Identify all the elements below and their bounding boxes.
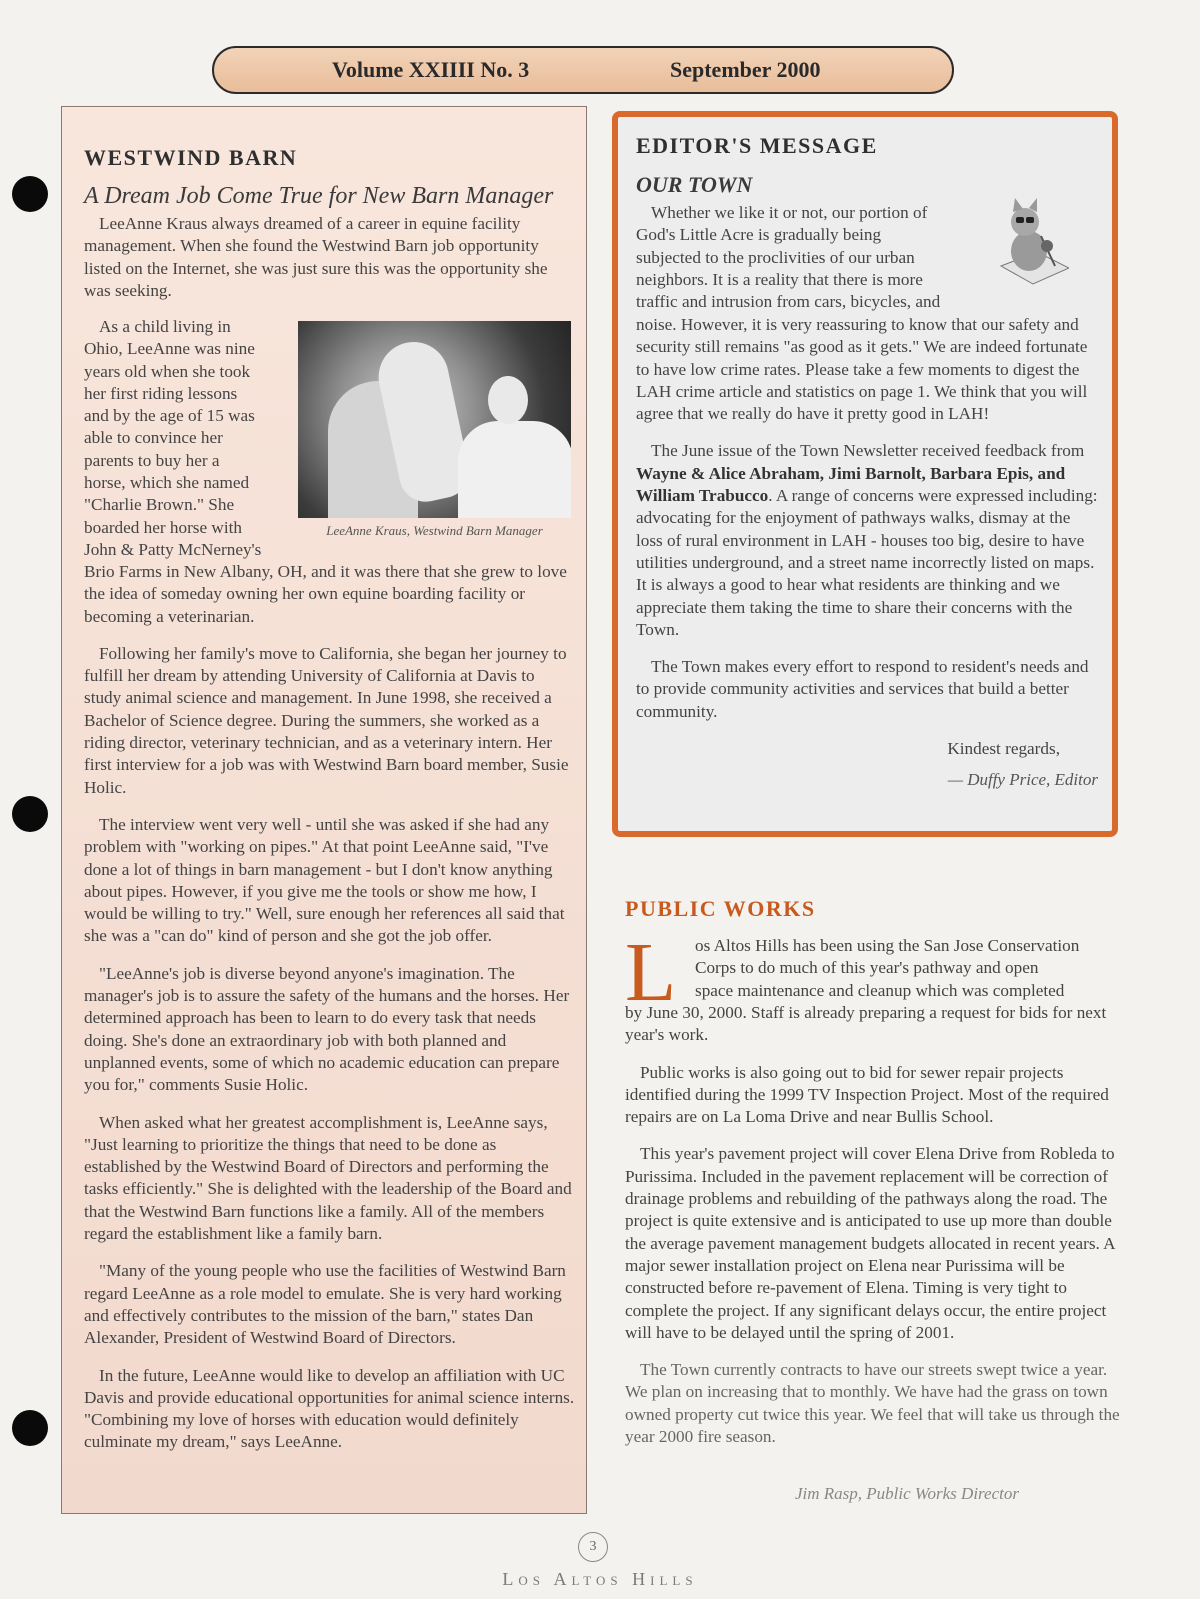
westwind-rolemodel-paragraph: "Many of the young people who use the facilities of Westwind Barn regard LeeAnne as a role model to emulate. She is very hard working and effectively contributes to the mission of the barn," states Dan Alexander, President of Westwind Board of Directors. bbox=[84, 1261, 566, 1348]
wrap-line: Ohio, LeeAnne was nine bbox=[84, 339, 255, 359]
wrap-line: horse, which she named bbox=[84, 473, 250, 493]
issue-header bbox=[212, 46, 954, 94]
editor-signature: — Duffy Price, Editor bbox=[947, 770, 1098, 790]
westwind-child-wrap bbox=[84, 316, 294, 561]
wrap-line: space maintenance and cleanup which was completed bbox=[695, 980, 1065, 1000]
issue-volume: Volume XXIIII No. 3 bbox=[332, 57, 530, 82]
westwind-intro bbox=[84, 213, 574, 317]
public-works-wrap-lines bbox=[695, 935, 1130, 1002]
westwind-body bbox=[84, 561, 576, 1469]
wrap-line: parents to buy her a bbox=[84, 450, 220, 470]
wrap-line: Whether we like it or not, our portion of bbox=[651, 203, 928, 222]
editor-title: EDITOR'S MESSAGE bbox=[636, 133, 878, 158]
publication-footer: Los Altos Hills bbox=[502, 1569, 698, 1589]
editor-closing: Kindest regards, bbox=[947, 739, 1060, 759]
public-works-title: PUBLIC WORKS bbox=[625, 896, 816, 921]
westwind-interview-paragraph: The interview went very well - until she was asked if she had any problem with "working on pipes." At that point LeeAnne said, "I've done a lot of things in barn management - but I don't know anything about pipes. However, if you give me the tools or show me how, I would be willing to try." Well, sure enough her references all said that she was a "can do" kind of person and she got the job offer. bbox=[84, 814, 565, 946]
feedback-intro: The June issue of the Town Newsletter received feedback from bbox=[651, 441, 1085, 461]
westwind-accomplish-paragraph: When asked what her greatest accomplishment is, LeeAnne says, "Just learning to prioritize the things that need to be done as established by the Westwind Board of Directors and performing the tasks efficiently." She is delighted with the leadership of the Board and that the Westwind Barn functions like a family. All of the members regard the establishment like a family barn. bbox=[84, 1112, 572, 1244]
public-works-signature: Jim Rasp, Public Works Director bbox=[795, 1484, 1019, 1503]
public-works-sewer-paragraph: Public works is also going out to bid for sewer repair projects identified during the 1999 TV Inspection Project. Most of the required repairs are on La Loma Drive and near Bullis School. bbox=[625, 1062, 1109, 1127]
editor-body bbox=[636, 314, 1098, 792]
public-works-streets-paragraph: The Town currently contracts to have our streets swept twice a year. We plan on increasing that to monthly. We have had the grass on town owned property cut twice this year. We feel that will take us through the year 2000 fire season. bbox=[625, 1360, 1120, 1447]
wrap-line: traffic and intrusion from cars, bicycles, and bbox=[636, 292, 941, 312]
wrap-line: os Altos Hills has been using the San Jose Conservation bbox=[695, 936, 1080, 955]
westwind-move-paragraph: Following her family's move to California, she began her journey to fulfill her dream by attending University of California at Davis to study animal science and management. In June 1998, she received a Bachelor of Science degree. During the summers, she worked as a riding director, veterinary technician, and as a veterinary intern. Her first interview for a job was with Westwind Barn board member, Susie Holic. bbox=[84, 643, 569, 797]
feedback-names: Wayne & Alice Abraham, Jimi Barnolt, Barbara Epis, and William Trabucco bbox=[636, 463, 1066, 506]
editor-p1-rest: noise. However, it is very reassuring to know that our safety and security still remains "as good as it gets." We are indeed fortunate to have low crime rates. Please take a few moments to digest the LAH crime article and statistics on page 1. We think that you will agree that we really do have it pretty good in LAH! bbox=[636, 315, 1088, 424]
westwind-subtitle: A Dream Job Come True for New Barn Manager bbox=[84, 183, 554, 209]
cat-mascot-illustration bbox=[997, 196, 1069, 288]
wrap-line: subjected to the proclivities of our urban bbox=[636, 247, 915, 267]
westwind-title: WESTWIND BARN bbox=[84, 145, 298, 170]
binder-hole-bottom bbox=[12, 1410, 48, 1446]
wrap-line: able to convince her bbox=[84, 428, 223, 448]
wrap-line: boarded her horse with bbox=[84, 517, 242, 537]
public-works-body bbox=[625, 1002, 1130, 1463]
editor-feedback-paragraph bbox=[636, 440, 1098, 641]
feedback-rest: . A range of concerns were expressed including: advocating for the enjoyment of pathways walks, dismay at the loss of rural environment in LAH - houses too big, desire to have utilities underground, and a street name incorrectly listed on maps. It is always a good to hear what residents are thinking and we appreciate them taking the time to share their concerns with the Town. bbox=[636, 486, 1098, 639]
issue-date: September 2000 bbox=[670, 57, 821, 82]
binder-hole-middle bbox=[12, 796, 48, 832]
westwind-future-paragraph: In the future, LeeAnne would like to develop an affiliation with UC Davis and provide educational opportunities for animal science interns. "Combining my love of horses with education would definitely culminate my dream," says LeeAnne. bbox=[84, 1365, 575, 1452]
public-works-p1-rest: by June 30, 2000. Staff is already preparing a request for bids for next year's work. bbox=[625, 1003, 1107, 1045]
wrap-line: John & Patty McNerney's bbox=[84, 539, 262, 559]
leeanne-horse-photo bbox=[298, 321, 571, 518]
wrap-line: neighbors. It is a reality that there is more bbox=[636, 269, 923, 289]
page-number: 3 bbox=[578, 1532, 608, 1562]
wrap-line: As a child living in bbox=[99, 317, 231, 336]
westwind-intro-paragraph: LeeAnne Kraus always dreamed of a career in equine facility management. When she found the Westwind Barn job opportunity listed on the Internet, she was just sure this was the opportunity she was seeking. bbox=[84, 214, 548, 300]
editor-subtitle: OUR TOWN bbox=[636, 172, 753, 197]
wrap-line: years old when she took bbox=[84, 361, 251, 381]
public-works-pavement-paragraph: This year's pavement project will cover Elena Drive from Robleda to Purissima. Included in the pavement replacement will be correction of drainage problems and rebuilding of the pathways along the road. The project is quite extensive and is anticipated to use up more than double the average pavement management budgets allocated in recent years. A major sewer installation project on Elena near Purissima will be constructed before re-pavement of Elena. Timing is very tight to complete the project. If any significant delays occur, the entire project will have to be delayed until the spring of 2001. bbox=[625, 1144, 1115, 1342]
wrap-line: Corps to do much of this year's pathway and open bbox=[695, 958, 1039, 978]
editor-wrap-lines bbox=[636, 202, 996, 313]
wrap-line: "Charlie Brown." She bbox=[84, 495, 235, 515]
westwind-child-rest: Brio Farms in New Albany, OH, and it was there that she grew to love the idea of someday owning her own equine boarding facility or becoming a veterinarian. bbox=[84, 562, 567, 626]
wrap-line: her first riding lessons bbox=[84, 383, 238, 403]
westwind-diverse-paragraph: "LeeAnne's job is diverse beyond anyone's imagination. The manager's job is to assure the safety of the humans and the horses. Her determined approach has been to learn to do every task that needs doing. She's done an extraordinary job with both planned and unplanned events, some of which no academic education can prepare you for," comments Susie Holic. bbox=[84, 963, 570, 1095]
editor-town-paragraph: The Town makes every effort to respond to resident's needs and to provide community activities and services that build a better community. bbox=[636, 657, 1089, 721]
public-works-drop-cap: L bbox=[625, 926, 677, 1019]
binder-hole-top bbox=[12, 176, 48, 212]
photo-caption: LeeAnne Kraus, Westwind Barn Manager bbox=[326, 523, 543, 538]
wrap-line: and by the age of 15 was bbox=[84, 406, 255, 426]
wrap-line: God's Little Acre is gradually being bbox=[636, 225, 882, 245]
